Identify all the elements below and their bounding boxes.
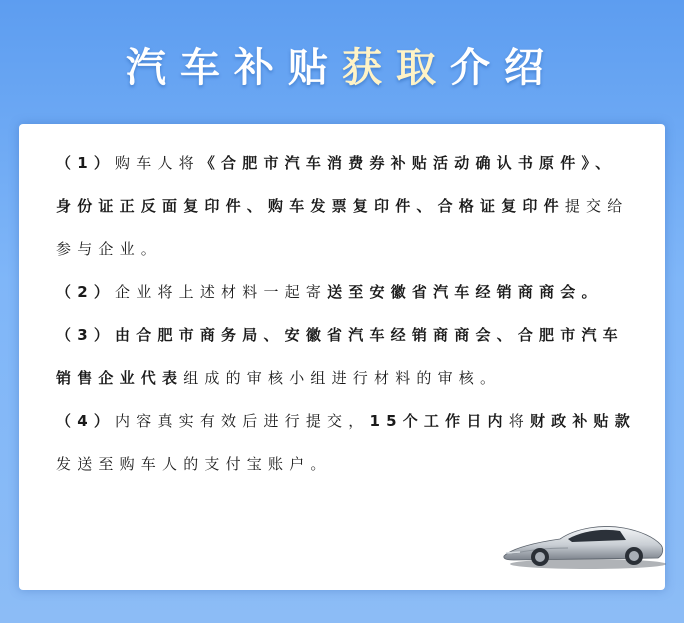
step-4: [56, 400, 636, 486]
step-2-bold: 送至安徽省汽车经销商商会。: [327, 283, 603, 301]
sports-car-image: [498, 512, 668, 572]
step-3: [56, 314, 636, 400]
step-4-text-c: 发送至购车人的支付宝账户。: [56, 455, 332, 473]
step-4-text-b: 将: [508, 412, 530, 430]
step-1-text-b: 提交给参与企业。: [56, 197, 629, 258]
step-1: [56, 142, 636, 271]
step-3-text-b: 组成的审核小组进行材料的审核。: [183, 369, 502, 387]
step-3-bold: 由合肥市商务局、安徽省汽车经销商商会、合肥市汽车销售企业代表: [56, 326, 624, 387]
title-part-2: 获取: [342, 45, 450, 91]
step-4-text-a: 内容真实有效后进行提交，: [115, 412, 370, 430]
steps-list: [56, 142, 636, 486]
step-1-bold: 《合肥市汽车消费券补贴活动确认书原件》、身份证正反面复印件、购车发票复印件、合格证复印件: [56, 154, 617, 215]
step-4-number: （4）: [56, 412, 116, 430]
info-card: [19, 124, 665, 590]
step-3-number: （3）: [56, 326, 116, 344]
step-1-number: （1）: [56, 154, 116, 172]
title-part-3: 介绍: [450, 45, 558, 91]
page-title: [0, 38, 684, 98]
step-1-text-a: 购车人将: [115, 154, 200, 172]
step-4-bold-b: 财政补贴款: [529, 412, 636, 430]
step-2-number: （2）: [56, 283, 116, 301]
step-4-bold-a: 15个工作日内: [369, 412, 509, 430]
step-2: [56, 271, 636, 314]
title-part-1: 汽车补贴: [126, 45, 342, 91]
step-2-text-a: 企业将上述材料一起寄: [115, 283, 328, 301]
